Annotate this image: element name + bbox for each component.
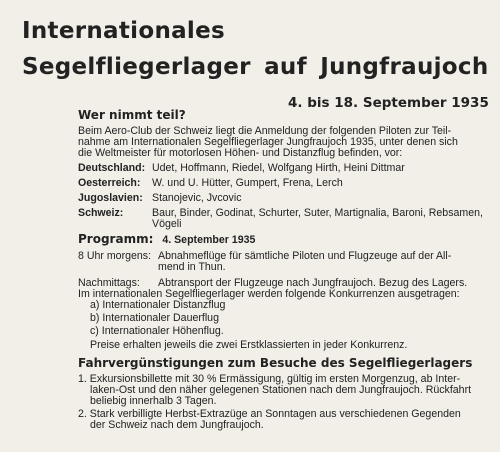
- country-label: Schweiz:: [78, 207, 124, 219]
- programm-heading: [78, 233, 255, 246]
- competition-item: a) Internationaler Distanzflug: [90, 299, 226, 311]
- title-line-2: Segelfliegerlager auf Jungfraujoch: [22, 54, 489, 80]
- prizes-text: Preise erhalten jeweils die zwei Erstklassierten in jeder Konkurrenz.: [90, 339, 408, 351]
- competition-item: c) Internationaler Höhenflug.: [90, 325, 224, 337]
- event-date: 4. bis 18. September 1935: [288, 95, 489, 111]
- country-label: Jugoslavien:: [78, 192, 143, 204]
- competition-item: b) Internationaler Dauerflug: [90, 312, 219, 324]
- fare-item-1-line-1: 1. Exkursionsbillette mit 30 % Ermässigung, gültig im ersten Morgenzug, ab Inter-: [78, 373, 461, 385]
- participants-intro-line-3: die Weltmeister für motorlosen Höhen- und Distanzflug befinden, vor:: [78, 147, 403, 159]
- morning-text-2: mend in Thun.: [158, 261, 226, 273]
- participants-intro-line-1: Beim Aero-Club der Schweiz liegt die Anmeldung der folgenden Piloten zur Teil-: [78, 125, 452, 137]
- fare-item-1-line-2: laken-Ost und den näher gelegenen Stationen nach dem Jungfraujoch. Rückfahrt: [90, 384, 472, 396]
- country-row-jugoslavien: [78, 192, 143, 204]
- country-label: Deutschland:: [78, 162, 146, 174]
- country-names-jugoslavien: Stanojevic, Jvcovic: [152, 192, 242, 204]
- morning-label: 8 Uhr morgens:: [78, 250, 152, 262]
- country-label: Oesterreich:: [78, 177, 141, 189]
- fare-item-2-line-1: 2. Stark verbilligte Herbst-Extrazüge an Sonntagen aus verschiedenen Gegenden: [78, 408, 461, 420]
- participants-heading: Wer nimmt teil?: [78, 108, 186, 122]
- afternoon-text: Abtransport der Flugzeuge nach Jungfraujoch. Bezug des Lagers.: [158, 277, 468, 289]
- programm-date: 4. September 1935: [162, 234, 256, 246]
- country-row-oesterreich: [78, 177, 140, 189]
- country-names-schweiz-cont: Vögeli: [152, 218, 182, 230]
- afternoon-label: Nachmittags:: [78, 277, 140, 289]
- participants-intro-line-2: nahme am Internationalen Segelfliegerlager Jungfraujoch 1935, unter denen sich: [78, 136, 458, 148]
- country-names-oesterreich: W. und U. Hütter, Gumpert, Frena, Lerch: [152, 177, 343, 189]
- fares-heading: Fahrvergünstigungen zum Besuche des Segelfliegerlagers: [78, 356, 473, 370]
- fare-item-1-line-3: beliebig innerhalb 3 Tagen.: [90, 395, 217, 407]
- country-names-deutschland: Udet, Hoffmann, Riedel, Wolfgang Hirth, Heini Dittmar: [152, 162, 405, 174]
- country-row-schweiz: [78, 207, 123, 219]
- country-row-deutschland: [78, 162, 145, 174]
- country-names-schweiz: Baur, Binder, Godinat, Schurter, Suter, Martignalia, Baroni, Rebsamen,: [152, 207, 483, 219]
- title-line-1: Internationales: [22, 18, 226, 44]
- programm-label: Programm:: [78, 232, 154, 246]
- morning-text-1: Abnahmeflüge für sämtliche Piloten und Flugzeuge auf der All-: [158, 250, 452, 262]
- fare-item-2-line-2: der Schweiz nach dem Jungfraujoch.: [90, 419, 264, 431]
- competitions-intro: Im internationalen Segelfliegerlager werden folgende Konkurrenzen ausgetragen:: [78, 288, 460, 300]
